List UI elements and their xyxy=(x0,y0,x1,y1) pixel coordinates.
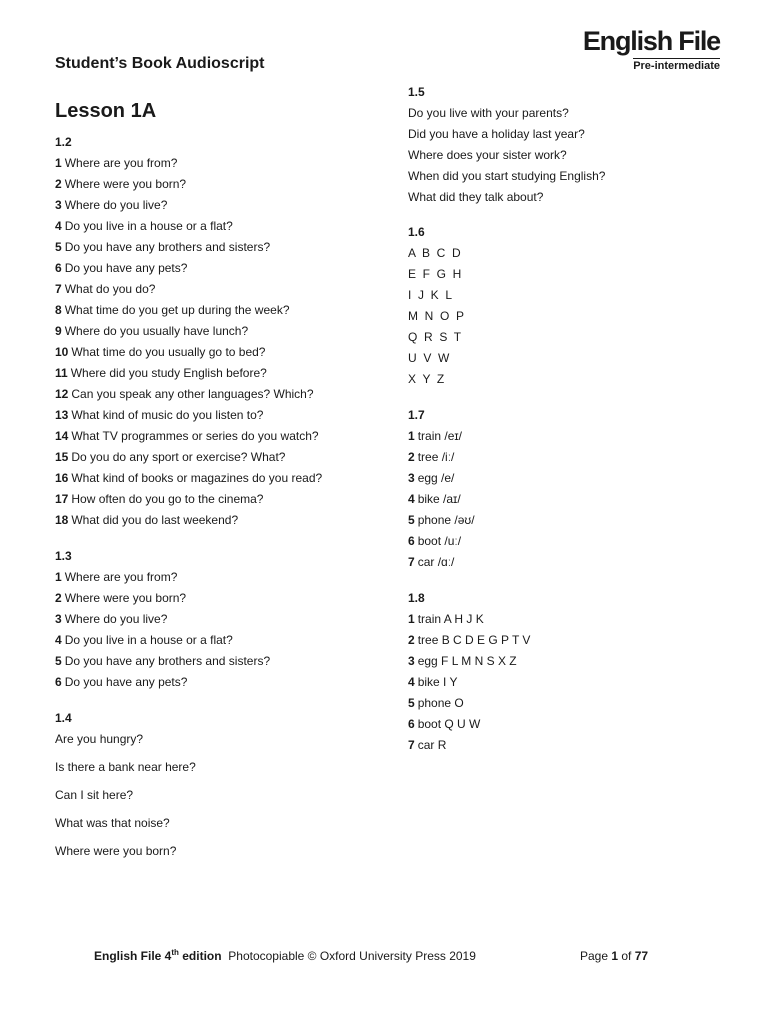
item-number: 13 xyxy=(55,408,69,422)
document-title: Student’s Book Audioscript xyxy=(55,55,265,72)
item-number: 9 xyxy=(55,324,62,338)
item-number: 4 xyxy=(55,219,62,233)
section-1-3 xyxy=(55,546,385,693)
list-item xyxy=(408,672,738,693)
item-text: train A H J K xyxy=(417,612,484,626)
item-text: What do you do? xyxy=(64,282,156,296)
list-item xyxy=(408,552,738,573)
item-number: 7 xyxy=(408,738,415,752)
text-line: Are you hungry? xyxy=(55,732,144,746)
list-item xyxy=(55,279,385,300)
item-number: 7 xyxy=(408,555,415,569)
item-text: Where do you live? xyxy=(64,198,168,212)
section-lines xyxy=(408,103,738,208)
item-number: 7 xyxy=(55,282,62,296)
text-line: A B C D xyxy=(408,246,461,260)
section-heading: 1.5 xyxy=(408,85,425,99)
list-item xyxy=(55,195,385,216)
item-text: Where are you from? xyxy=(64,156,178,170)
item-number: 6 xyxy=(408,534,415,548)
item-number: 17 xyxy=(55,492,69,506)
list-item xyxy=(55,468,385,489)
list-item xyxy=(408,609,738,630)
item-number: 4 xyxy=(55,633,62,647)
item-text: How often do you go to the cinema? xyxy=(71,492,264,506)
item-number: 5 xyxy=(408,696,415,710)
list-item xyxy=(55,216,385,237)
english-file-logo xyxy=(566,26,720,74)
list-item xyxy=(408,426,738,447)
edition-label: English File 4th edition xyxy=(94,948,222,963)
item-number: 4 xyxy=(408,492,415,506)
item-text: Where were you born? xyxy=(64,591,187,605)
item-text: What time do you get up during the week? xyxy=(64,303,290,317)
item-number: 5 xyxy=(408,513,415,527)
list-item xyxy=(55,567,385,588)
list-item xyxy=(55,510,385,531)
item-text: Do you have any brothers and sisters? xyxy=(64,240,271,254)
text-line: M N O P xyxy=(408,309,465,323)
list-item xyxy=(55,153,385,174)
list-item xyxy=(55,609,385,630)
text-line: Q R S T xyxy=(408,330,462,344)
section-1-5 xyxy=(408,82,738,208)
item-text: Do you live in a house or a flat? xyxy=(64,633,233,647)
section-1-8 xyxy=(408,588,738,756)
item-text: phone O xyxy=(417,696,464,710)
text-line: U V W xyxy=(408,351,450,365)
logo-title: English File xyxy=(582,26,720,56)
section-items xyxy=(55,153,385,531)
list-item xyxy=(55,651,385,672)
item-number: 2 xyxy=(55,591,62,605)
list-item xyxy=(55,426,385,447)
item-text: bike I Y xyxy=(417,675,458,689)
text-line: Where does your sister work? xyxy=(408,148,567,162)
item-number: 8 xyxy=(55,303,62,317)
item-number: 4 xyxy=(408,675,415,689)
item-number: 2 xyxy=(408,633,415,647)
section-1-7 xyxy=(408,405,738,573)
section-heading: 1.4 xyxy=(55,711,72,725)
item-text: Where were you born? xyxy=(64,177,187,191)
item-text: What did you do last weekend? xyxy=(71,513,239,527)
list-item xyxy=(55,672,385,693)
item-number: 6 xyxy=(408,717,415,731)
list-item xyxy=(55,342,385,363)
list-item xyxy=(408,735,738,756)
list-item xyxy=(408,531,738,552)
section-heading: 1.8 xyxy=(408,591,425,605)
section-lines xyxy=(408,243,738,390)
text-line: I J K L xyxy=(408,288,453,302)
lesson-title: Lesson 1A xyxy=(55,100,157,122)
list-item xyxy=(55,258,385,279)
list-item xyxy=(408,714,738,735)
item-number: 11 xyxy=(55,366,68,380)
section-heading: 1.7 xyxy=(408,408,425,422)
item-number: 5 xyxy=(55,654,62,668)
item-text: Can you speak any other languages? Which? xyxy=(71,387,314,401)
item-number: 6 xyxy=(55,675,62,689)
item-text: Do you have any brothers and sisters? xyxy=(64,654,271,668)
item-number: 3 xyxy=(408,471,415,485)
list-item xyxy=(55,384,385,405)
list-item xyxy=(55,363,385,384)
list-item xyxy=(408,510,738,531)
item-text: tree /iː/ xyxy=(417,450,455,464)
list-item xyxy=(408,693,738,714)
item-text: car R xyxy=(417,738,447,752)
right-column xyxy=(408,82,738,756)
item-text: Where do you live? xyxy=(64,612,168,626)
text-line: Did you have a holiday last year? xyxy=(408,127,585,141)
item-number: 14 xyxy=(55,429,69,443)
item-text: Where do you usually have lunch? xyxy=(64,324,249,338)
list-item xyxy=(55,174,385,195)
text-line: Do you live with your parents? xyxy=(408,106,569,120)
list-item xyxy=(408,651,738,672)
item-text: bike /aɪ/ xyxy=(417,492,461,506)
text-line: Is there a bank near here? xyxy=(55,760,196,774)
item-text: Do you live in a house or a flat? xyxy=(64,219,233,233)
item-number: 3 xyxy=(55,198,62,212)
item-number: 1 xyxy=(408,612,415,626)
item-number: 1 xyxy=(408,429,415,443)
item-number: 2 xyxy=(408,450,415,464)
item-text: egg F L M N S X Z xyxy=(417,654,517,668)
item-text: What time do you usually go to bed? xyxy=(71,345,266,359)
footer-edition xyxy=(94,946,476,966)
item-text: Do you do any sport or exercise? What? xyxy=(71,450,286,464)
item-number: 1 xyxy=(55,156,62,170)
item-number: 6 xyxy=(55,261,62,275)
item-text: Where are you from? xyxy=(64,570,178,584)
item-number: 16 xyxy=(55,471,69,485)
list-item xyxy=(55,489,385,510)
text-line: What was that noise? xyxy=(55,816,170,830)
list-item xyxy=(55,588,385,609)
copyright-notice: Photocopiable © Oxford University Press 2019 xyxy=(228,949,476,963)
item-text: phone /əʊ/ xyxy=(417,513,475,527)
section-1-4 xyxy=(55,708,385,869)
list-item xyxy=(55,300,385,321)
item-text: Do you have any pets? xyxy=(64,261,188,275)
list-item xyxy=(408,468,738,489)
item-text: What TV programmes or series do you watch? xyxy=(71,429,319,443)
list-item xyxy=(55,405,385,426)
item-number: 10 xyxy=(55,345,69,359)
page-number: Page 1 of 77 xyxy=(580,949,649,963)
item-number: 1 xyxy=(55,570,62,584)
left-column xyxy=(55,132,385,869)
text-line: What did they talk about? xyxy=(408,190,544,204)
text-line: X Y Z xyxy=(408,372,445,386)
item-text: train /eɪ/ xyxy=(417,429,462,443)
item-number: 3 xyxy=(408,654,415,668)
item-text: tree B C D E G P T V xyxy=(417,633,531,647)
text-line: Can I sit here? xyxy=(55,788,134,802)
section-lines xyxy=(55,729,385,869)
logo-subtitle: Pre-intermediate xyxy=(633,60,720,72)
item-number: 2 xyxy=(55,177,62,191)
list-item xyxy=(55,237,385,258)
item-text: What kind of music do you listen to? xyxy=(71,408,264,422)
item-number: 3 xyxy=(55,612,62,626)
text-line: Where were you born? xyxy=(55,844,177,858)
list-item xyxy=(408,447,738,468)
section-heading: 1.2 xyxy=(55,135,72,149)
list-item xyxy=(408,489,738,510)
item-text: What kind of books or magazines do you read? xyxy=(71,471,323,485)
item-number: 15 xyxy=(55,450,69,464)
item-text: Where did you study English before? xyxy=(70,366,267,380)
item-text: Do you have any pets? xyxy=(64,675,188,689)
section-1-6 xyxy=(408,222,738,390)
item-number: 5 xyxy=(55,240,62,254)
item-text: car /ɑː/ xyxy=(417,555,455,569)
section-heading: 1.6 xyxy=(408,225,425,239)
list-item xyxy=(55,447,385,468)
item-text: boot /uː/ xyxy=(417,534,462,548)
list-item xyxy=(55,630,385,651)
list-item xyxy=(55,321,385,342)
text-line: When did you start studying English? xyxy=(408,169,606,183)
section-items xyxy=(55,567,385,693)
item-text: egg /e/ xyxy=(417,471,455,485)
item-number: 18 xyxy=(55,513,69,527)
section-1-2 xyxy=(55,132,385,531)
section-items xyxy=(408,609,738,756)
section-items xyxy=(408,426,738,573)
item-text: boot Q U W xyxy=(417,717,481,731)
section-heading: 1.3 xyxy=(55,549,72,563)
item-number: 12 xyxy=(55,387,69,401)
text-line: E F G H xyxy=(408,267,462,281)
list-item xyxy=(408,630,738,651)
